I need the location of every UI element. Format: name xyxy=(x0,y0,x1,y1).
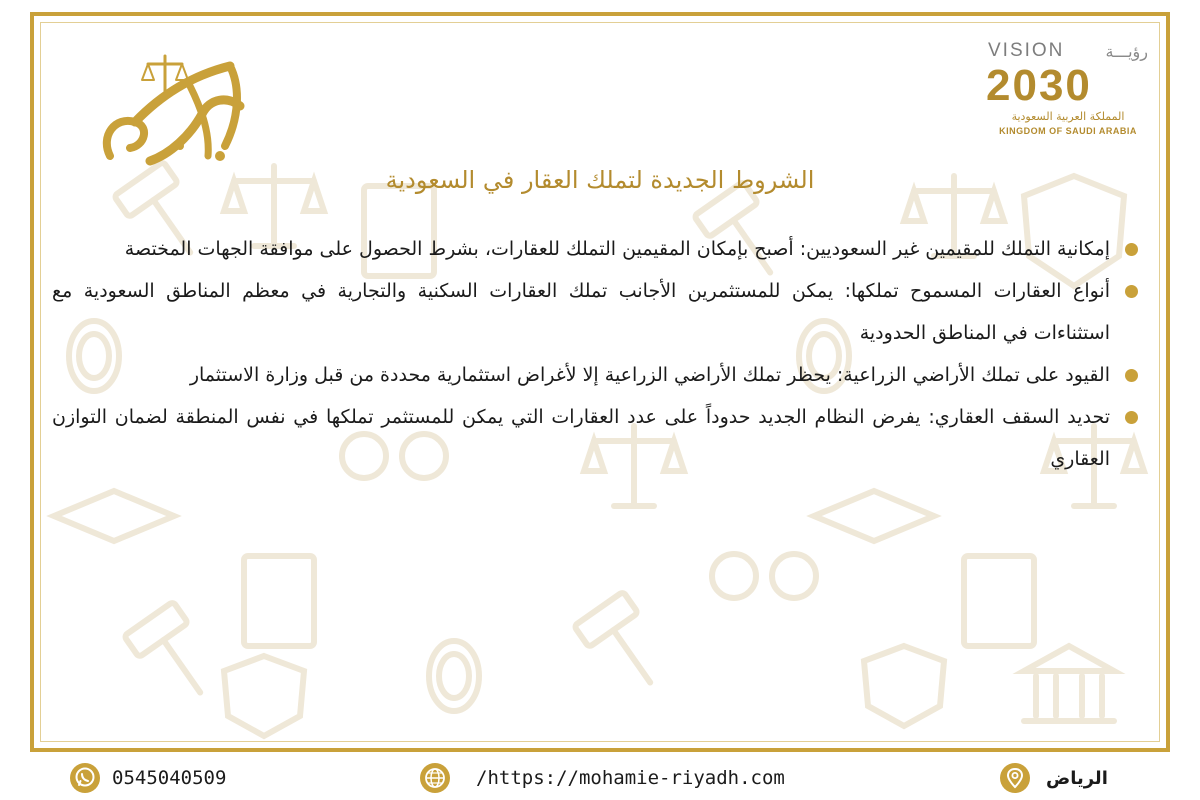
list-item-text: تحديد السقف العقاري: يفرض النظام الجديد حدوداً على عدد العقارات التي يمكن للمستثمر تملكها في نفس المنطقة لضمان التوازن العقاري xyxy=(52,406,1110,470)
website-link: /https://mohamie-riyadh.com xyxy=(476,767,785,789)
list-item xyxy=(52,228,1140,270)
list-item xyxy=(52,270,1140,354)
list-item xyxy=(52,396,1140,480)
kingdom-ar-text: المملكة العربية السعودية xyxy=(1011,110,1125,123)
list-item-text: أنواع العقارات المسموح تملكها: يمكن للمستثمرين الأجانب تملك العقارات السكنية والتجارية في معظم المناطق السعودية مع استثناءات في المناطق الحدودية xyxy=(52,280,1110,344)
location-pin-icon xyxy=(1000,763,1030,793)
bullet-icon xyxy=(1125,369,1138,382)
whatsapp-icon xyxy=(70,763,100,793)
kingdom-en-text: KINGDOM OF SAUDI ARABIA xyxy=(999,126,1137,136)
footer xyxy=(0,756,1200,800)
footer-location xyxy=(1000,762,1108,794)
conditions-list xyxy=(52,228,1140,480)
bullet-icon xyxy=(1125,243,1138,256)
globe-icon xyxy=(420,763,450,793)
bullet-icon xyxy=(1125,285,1138,298)
vision-2030-logo xyxy=(982,36,1152,136)
vision-en-text: VISION xyxy=(988,40,1065,61)
list-item-text: القيود على تملك الأراضي الزراعية: يحظر تملك الأراضي الزراعية إلا لأغراض استثمارية محددة من قبل وزارة الاستثمار xyxy=(189,364,1110,386)
list-item-text: إمكانية التملك للمقيمين غير السعوديين: أصبح بإمكان المقيمين التملك للعقارات، بشرط الحصول على موافقة الجهات المختصة xyxy=(124,238,1110,260)
vision-year: 2030 xyxy=(986,61,1092,110)
list-item xyxy=(52,354,1140,396)
page-title: الشروط الجديدة لتملك العقار في السعودية xyxy=(385,166,815,194)
bullet-icon xyxy=(1125,411,1138,424)
vision-ar-text: رؤيـــة xyxy=(1105,41,1148,61)
content-frame xyxy=(30,12,1170,752)
location-text: الرياض xyxy=(1046,767,1108,789)
footer-website[interactable] xyxy=(420,762,785,794)
footer-phone[interactable] xyxy=(70,762,226,794)
calligraphy-logo xyxy=(90,36,260,171)
phone-number: 0545040509 xyxy=(112,767,227,789)
